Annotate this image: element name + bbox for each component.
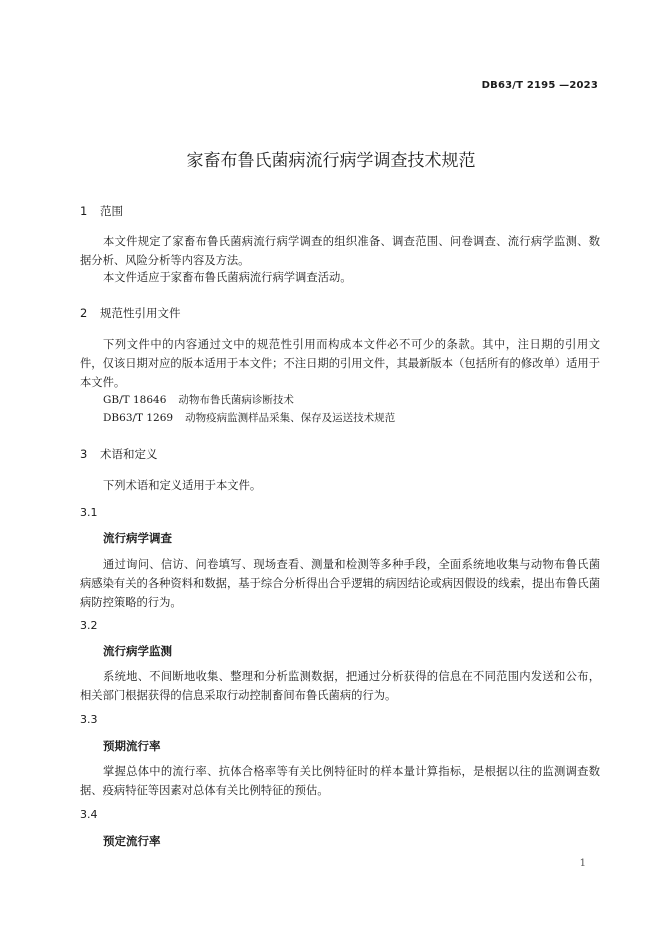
section-2-paragraph-1: 下列文件中的内容通过文中的规范性引用而构成本文件必不可少的条款。其中，注日期的引用文件，仅该日期对应的版本适用于本文件；不注日期的引用文件，其最新版本（包括所有的修改单）适用于本文件。 xyxy=(80,338,600,389)
reference-item xyxy=(103,410,395,425)
reference-code: GB/T 18646 xyxy=(103,394,167,406)
section-number: 2 xyxy=(80,306,88,320)
reference-name: 动物疫病监测样品采集、保存及运送技术规范 xyxy=(185,412,396,424)
reference-code: DB63/T 1269 xyxy=(103,412,174,424)
page-number: 1 xyxy=(579,858,586,869)
section-number: 3 xyxy=(80,447,88,461)
section-title: 术语和定义 xyxy=(100,447,158,461)
term-definition: 通过询问、信访、问卷填写、现场查看、测量和检测等多种手段，全面系统地收集与动物布鲁氏菌病感染有关的各种资料和数据，基于综合分析得出合乎逻辑的病因结论或病因假设的线索，提出布鲁氏菌病防控策略的行为。 xyxy=(80,558,600,609)
section-3-heading xyxy=(80,446,158,462)
term-title: 流行病学调查 xyxy=(103,531,172,545)
section-1-heading xyxy=(80,203,123,219)
document-title: 家畜布鲁氏菌病流行病学调查技术规范 xyxy=(186,151,476,171)
reference-item xyxy=(103,392,294,407)
section-1-paragraph-1: 本文件规定了家畜布鲁氏菌病流行病学调查的组织准备、调查范围、问卷调查、流行病学监测、数据分析、风险分析等内容及方法。 xyxy=(80,235,600,267)
term-definition: 掌握总体中的流行率、抗体合格率等有关比例特征时的样本量计算指标，是根据以往的监测调查数据、疫病特征等因素对总体有关比例特征的预估。 xyxy=(80,765,600,797)
term-definition: 系统地、不间断地收集、整理和分析监测数据，把通过分析获得的信息在不同范围内发送和公布，相关部门根据获得的信息采取行动控制畜间布鲁氏菌病的行为。 xyxy=(80,670,600,702)
clause-number: 3.1 xyxy=(80,506,98,519)
section-number: 1 xyxy=(80,204,88,218)
section-2-heading xyxy=(80,305,181,321)
term-title: 预期流行率 xyxy=(103,739,161,753)
section-1-paragraph-2: 本文件适应于家畜布鲁氏菌病流行病学调查活动。 xyxy=(103,271,352,284)
section-title: 范围 xyxy=(100,204,123,218)
section-3-intro: 下列术语和定义适用于本文件。 xyxy=(103,479,262,492)
term-title: 预定流行率 xyxy=(103,834,161,848)
document-id: DB63/T 2195 —2023 xyxy=(481,80,598,91)
reference-name: 动物布鲁氏菌病诊断技术 xyxy=(178,394,294,406)
section-title: 规范性引用文件 xyxy=(100,306,181,320)
clause-number: 3.3 xyxy=(80,713,98,726)
term-title: 流行病学监测 xyxy=(103,644,172,658)
clause-number: 3.4 xyxy=(80,808,98,821)
clause-number: 3.2 xyxy=(80,619,98,632)
